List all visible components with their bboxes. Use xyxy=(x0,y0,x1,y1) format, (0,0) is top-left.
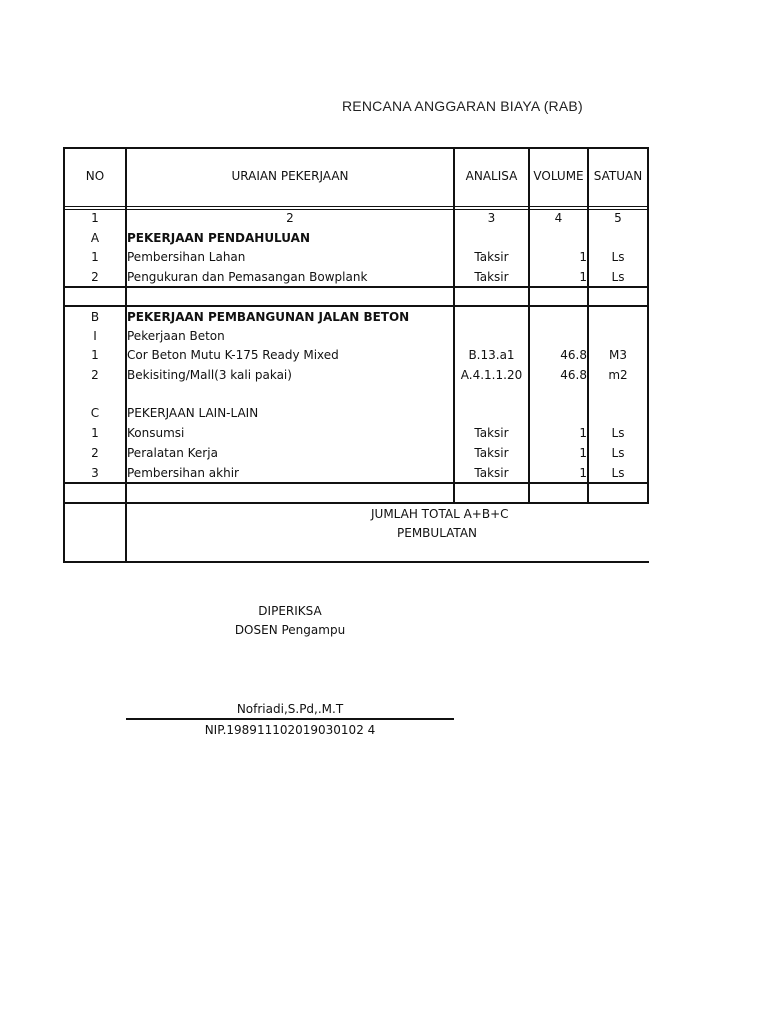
header-uraian: URAIAN PEKERJAAN xyxy=(231,169,349,183)
table-row-satuan: Ls xyxy=(611,466,625,480)
table-right-border xyxy=(647,147,649,504)
table-row-volume: 1 xyxy=(579,250,587,264)
table-row-analisa: Taksir xyxy=(474,270,509,284)
checked-label: DIPERIKSA xyxy=(258,604,322,618)
table-row-analisa: Taksir xyxy=(474,466,509,480)
table-row-satuan: m2 xyxy=(608,368,628,382)
section-b-code: B xyxy=(90,310,100,324)
section-b-top-border xyxy=(63,305,649,307)
header-volume: VOLUME xyxy=(533,169,584,183)
table-row-uraian: Konsumsi xyxy=(127,426,185,440)
section-b-sub-title: Pekerjaan Beton xyxy=(127,329,225,343)
table-row-satuan: M3 xyxy=(609,348,627,362)
section-c-code: C xyxy=(90,406,100,420)
table-row-no: 2 xyxy=(91,368,99,382)
table-row-volume: 46.8 xyxy=(560,368,587,382)
table-row-uraian: Peralatan Kerja xyxy=(127,446,218,460)
header-analisa: ANALISA xyxy=(465,169,518,183)
header-satuan: SATUAN xyxy=(593,169,643,183)
colnum-analisa: 3 xyxy=(487,211,496,225)
table-row-uraian: Cor Beton Mutu K-175 Ready Mixed xyxy=(127,348,339,362)
totals-top-border xyxy=(63,502,649,504)
table-row-volume: 1 xyxy=(579,446,587,460)
table-row-analisa: A.4.1.1.20 xyxy=(460,368,523,382)
table-row-uraian: Bekisiting/Mall(3 kali pakai) xyxy=(127,368,292,382)
table-row-volume: 1 xyxy=(579,270,587,284)
table-row-volume: 1 xyxy=(579,466,587,480)
table-row-satuan: Ls xyxy=(611,250,625,264)
signature-line xyxy=(126,718,454,720)
table-row-satuan: Ls xyxy=(611,426,625,440)
table-row-analisa: Taksir xyxy=(474,250,509,264)
table-top-border xyxy=(63,147,649,149)
signer-role: DOSEN Pengampu xyxy=(234,623,346,637)
rounding-label: PEMBULATAN xyxy=(397,526,478,540)
table-row-satuan: Ls xyxy=(611,270,625,284)
signer-nip: NIP.198911102019030102 4 xyxy=(204,723,376,737)
table-row-analisa: Taksir xyxy=(474,426,509,440)
table-row-uraian: Pembersihan akhir xyxy=(127,466,239,480)
table-row-volume: 1 xyxy=(579,426,587,440)
section-c-title: PEKERJAAN LAIN-LAIN xyxy=(127,406,259,420)
table-row-satuan: Ls xyxy=(611,446,625,460)
table-row-analisa: Taksir xyxy=(474,446,509,460)
section-b-sub-code: I xyxy=(93,329,97,343)
section-a-title: PEKERJAAN PENDAHULUAN xyxy=(127,231,310,245)
table-bottom-border xyxy=(63,561,649,563)
table-row-no: 2 xyxy=(91,446,99,460)
table-row-no: 1 xyxy=(91,348,99,362)
section-b-title: PEKERJAAN PEMBANGUNAN JALAN BETON xyxy=(127,310,410,324)
total-label-text: JUMLAH TOTAL A+B+C xyxy=(371,507,509,521)
table-row-no: 1 xyxy=(91,250,99,264)
section-c-bottom-border xyxy=(63,482,649,484)
table-row-uraian: Pengukuran dan Pemasangan Bowplank xyxy=(127,270,368,284)
section-a-bottom-border xyxy=(63,286,649,288)
signer-name: Nofriadi,S.Pd,.M.T xyxy=(236,702,344,716)
table-row-no: 2 xyxy=(91,270,99,284)
colnum-no: 1 xyxy=(91,211,99,225)
colnum-uraian: 2 xyxy=(286,211,294,225)
section-a-code: A xyxy=(90,231,100,245)
table-row-analisa: B.13.a1 xyxy=(468,348,515,362)
colnum-satuan: 5 xyxy=(614,211,622,225)
table-row-no: 3 xyxy=(91,466,99,480)
table-row-no: 1 xyxy=(91,426,99,440)
header-divider-1 xyxy=(63,206,649,207)
header-no: NO xyxy=(85,169,105,183)
table-row-volume: 46.8 xyxy=(560,348,587,362)
table-row-uraian: Pembersihan Lahan xyxy=(127,250,246,264)
colnum-volume: 4 xyxy=(554,211,563,225)
document-title: RENCANA ANGGARAN BIAYA (RAB) xyxy=(342,98,583,114)
